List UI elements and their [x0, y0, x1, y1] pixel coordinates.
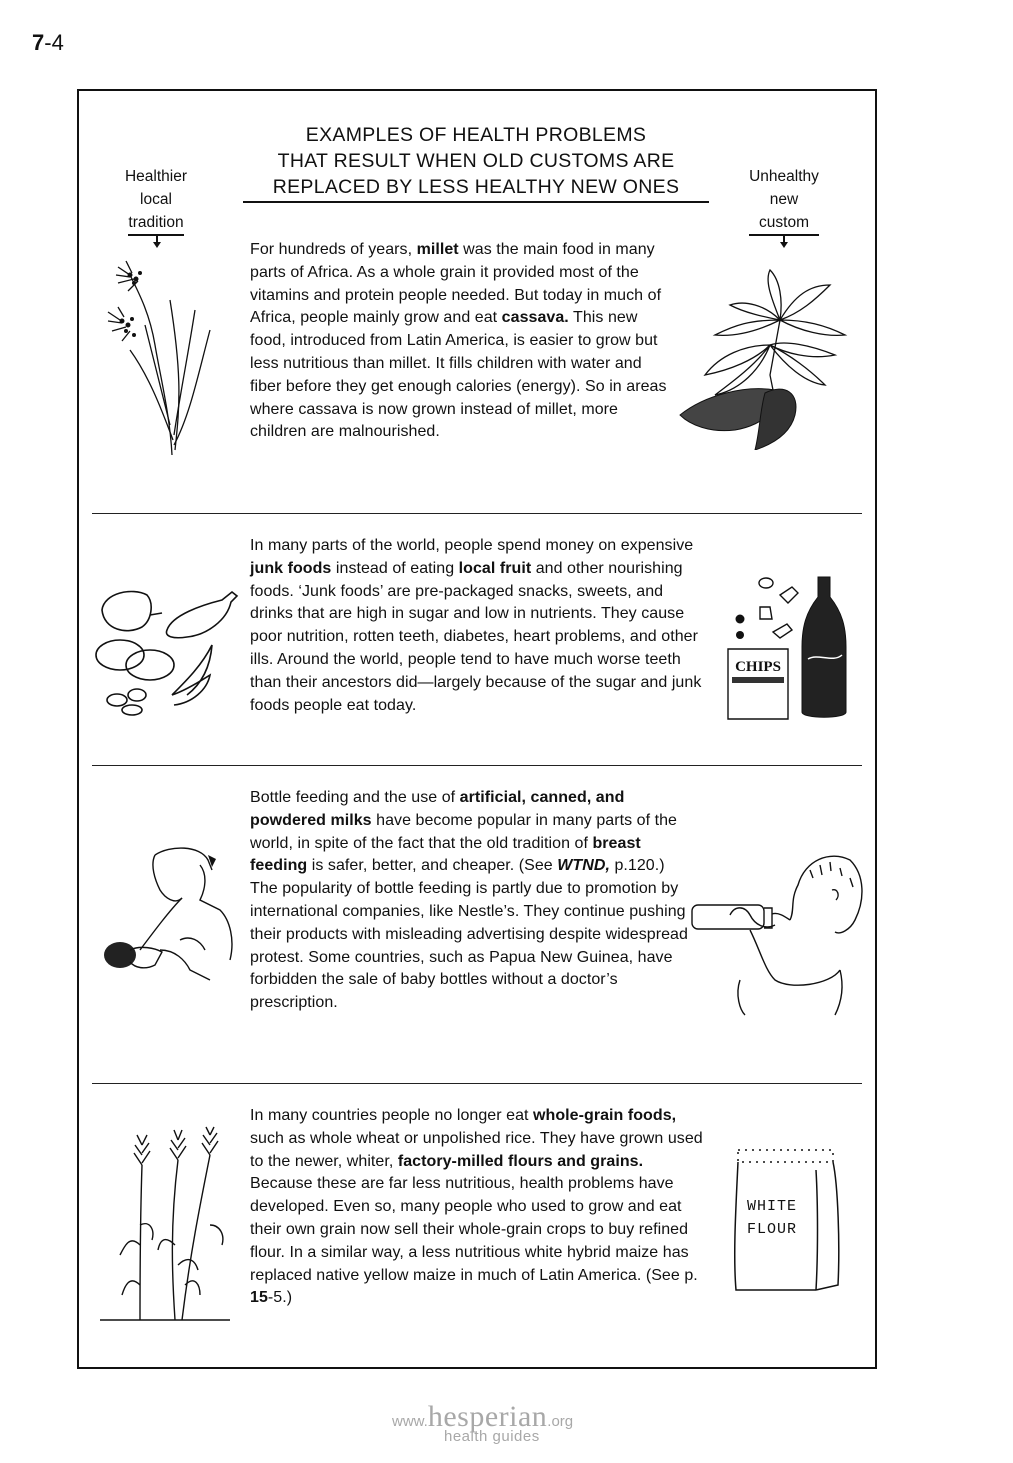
paragraph-text: and other nourishing foods. ‘Junk foods’ are pre-packaged snacks, sweets, and drinks that are high in sugar and low in nutrients. They cause poor nutrition, rotten teeth, diabetes, heart problems, and other ills. Around the world, people tend to have much worse teeth than their ancestors did—largely because of the sugar and junk foods people eat today. [250, 559, 702, 714]
paragraph-text: Because these are far less nutritious, health problems have developed. Even so, many people who used to grow and eat their own grain now sell their whole-grain crops to buy refined flour. In a similar way, a less nutritious white hybrid maize has replaced native yellow maize in much of Latin America. (See p. [250, 1175, 698, 1284]
emphasized-term: millet [416, 241, 459, 258]
page-number-page: -4 [44, 30, 64, 55]
paragraph-text: For hundreds of years, [250, 241, 417, 258]
paragraph-text: Bottle feeding and the use of [250, 789, 460, 806]
bottle-feeding-baby-icon [690, 820, 870, 1020]
whole-grain-wheat-icon [100, 1125, 240, 1325]
footer-tagline: health guides [444, 1428, 540, 1445]
hesperian-watermark [392, 1400, 632, 1445]
left-label-line: local [140, 191, 172, 208]
emphasized-term: WTND, [557, 857, 610, 875]
emphasized-term: breast feeding [250, 834, 641, 875]
chips-bag-label: CHIPS [735, 659, 781, 675]
title-line-1: EXAMPLES OF HEALTH PROBLEMS [305, 124, 647, 146]
local-foods-icon [92, 585, 242, 720]
section-paragraph [250, 535, 705, 717]
millet-plant-icon [100, 255, 220, 455]
cassava-plant-icon [675, 265, 870, 450]
flour-bag-label-line1: WHITE [746, 1198, 798, 1215]
section-divider [92, 765, 862, 766]
footer-brand: hesperian [427, 1400, 548, 1433]
white-flour-bag-icon [728, 1145, 848, 1295]
page-number-chapter: 7 [32, 30, 45, 55]
paragraph-text: p.120.) The popularity of bottle feeding is partly due to promotion by international companies, like Nestle’s. They continue pushing their products with misleading advertising despite widespread protest. Some countries, such as Papua New Guinea, have forbidden the sale of baby bottles without a doctor’s prescription. [250, 857, 688, 1012]
title-line-2: THAT RESULT WHEN OLD CUSTOMS ARE [277, 150, 675, 172]
junk-foods-icon [718, 567, 858, 727]
paragraph-text: such as whole wheat or unpolished rice. They have grown used to the newer, whiter, [250, 1129, 703, 1170]
section-divider [92, 513, 862, 514]
paragraph-text: -5.) [267, 1289, 293, 1307]
paragraph-text: This new food, introduced from Latin America, is easier to grow but less nutritious than millet. It fills children with water and fiber before they get enough calories (energy). So in areas where cassava is now grown instead of millet, more children are malnourished. [250, 309, 667, 441]
emphasized-term: junk foods [250, 559, 332, 577]
page-number [32, 30, 64, 56]
right-label-line: new [769, 191, 799, 208]
paragraph-text: was the main food in many parts of Africa. As a whole grain it provided most of the vitamins and protein people needed. But today in much of Africa, people mainly grow and eat [250, 241, 662, 327]
emphasized-term: whole-grain foods, [533, 1107, 677, 1124]
emphasized-term: 15 [250, 1289, 268, 1307]
paragraph-text: instead of eating [331, 559, 459, 577]
section-paragraph [250, 239, 670, 444]
emphasized-term: factory-milled flours and grains. [397, 1152, 644, 1170]
unhealthy-new-custom-label [732, 165, 836, 236]
section-divider [92, 1083, 862, 1084]
right-label-line: custom [749, 211, 819, 236]
emphasized-term: artificial, canned, and powdered milks [250, 789, 625, 829]
emphasized-term: cassava. [501, 309, 569, 327]
paragraph-text: have become popular in many parts of the world, in spite of the fact that the old tradition of [250, 811, 677, 852]
right-label-line: Unhealthy [749, 168, 819, 185]
left-label-line: tradition [128, 211, 183, 236]
footer-www: www. [392, 1413, 428, 1430]
section-paragraph [250, 1105, 710, 1310]
breast-feeding-mother-icon [100, 840, 250, 990]
footer-tld: .org [547, 1413, 574, 1430]
paragraph-text: In many parts of the world, people spend money on expensive [250, 537, 694, 554]
healthier-local-tradition-label [108, 165, 204, 236]
section-paragraph [250, 787, 690, 1015]
paragraph-text: is safer, better, and cheaper. (See [307, 857, 558, 875]
emphasized-term: local fruit [458, 559, 532, 577]
paragraph-text: In many countries people no longer eat [250, 1107, 534, 1124]
flour-bag-label-line2: FLOUR [746, 1221, 798, 1238]
title-underline [243, 201, 709, 203]
page-title [243, 122, 709, 200]
title-line-3: REPLACED BY LESS HEALTHY NEW ONES [272, 176, 680, 198]
left-label-line: Healthier [124, 168, 188, 185]
